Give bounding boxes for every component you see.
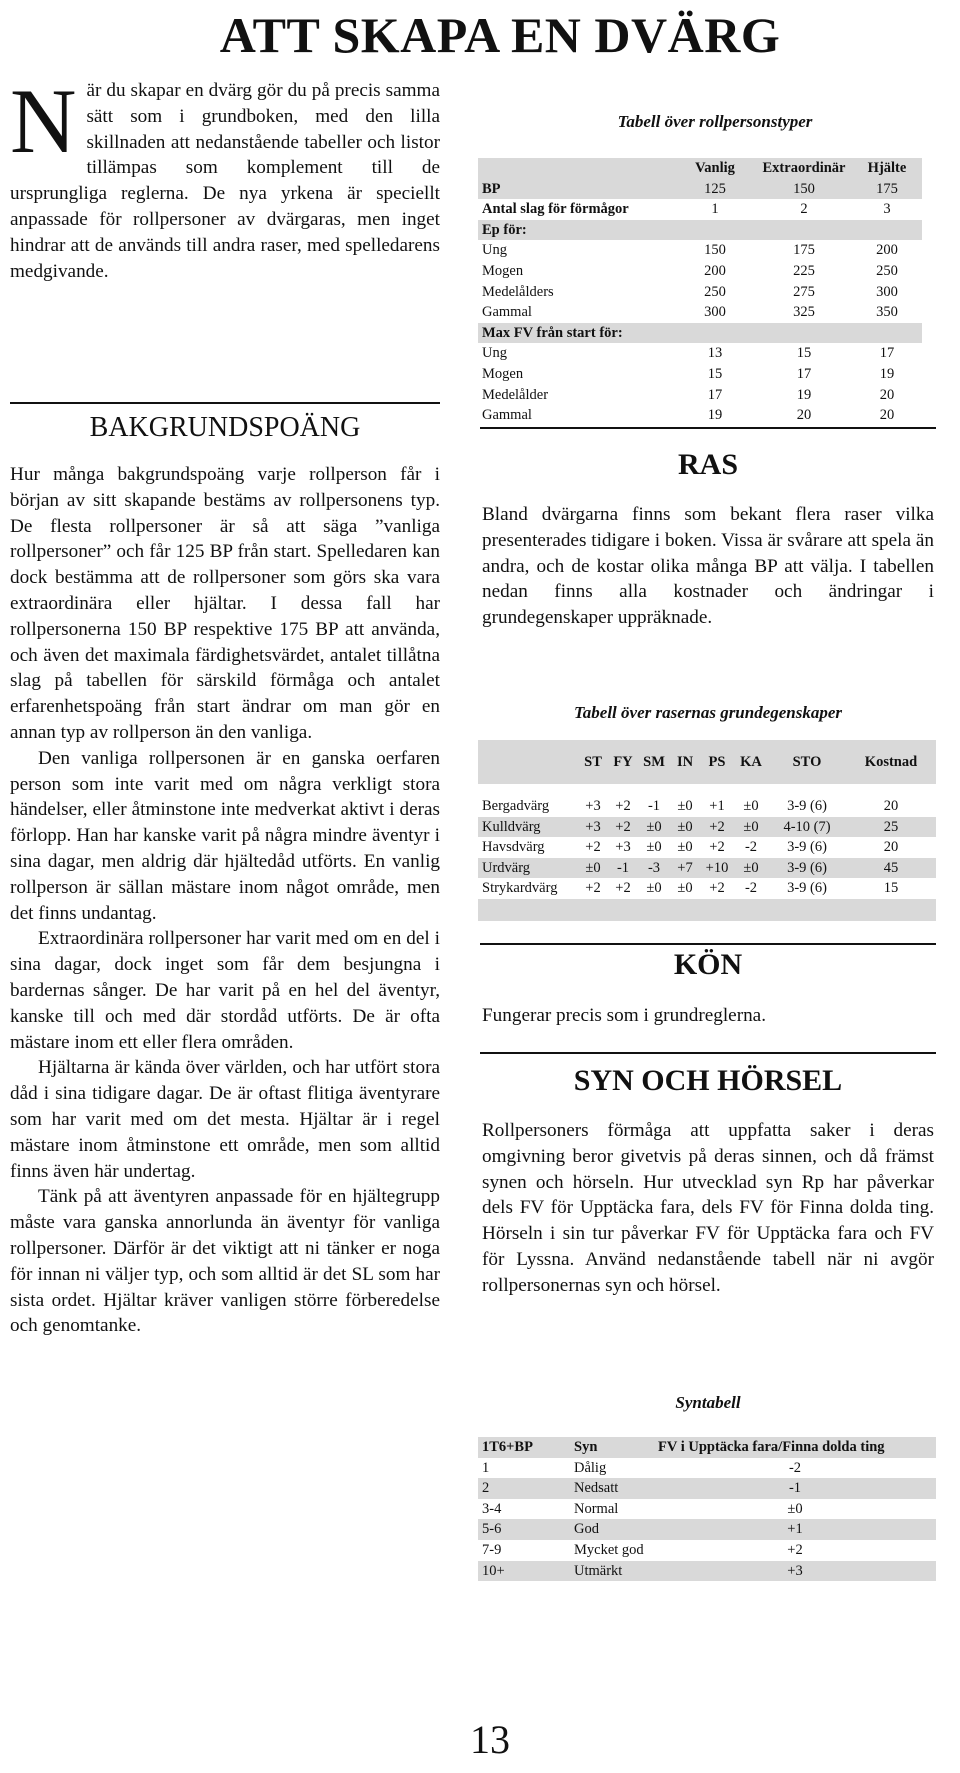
cell: +10 — [700, 858, 734, 879]
table-caption-rollpersonstyper: Tabell över rollpersonstyper — [617, 112, 813, 131]
paragraph: Hjältarna är kända över världen, och har utfört stora dåd i sina tidigare dagar. De är oftast flitiga äventyrare som har varit med om det mesta. Hjältar är i regel mästare inom åtminstone ett område, men som alltid finns även här undertag. — [10, 1057, 440, 1182]
header-cell: 1T6+BP — [478, 1437, 570, 1458]
cell — [852, 323, 922, 344]
cell: +2 — [709, 880, 725, 897]
kon-text: Fungerar precis som i grundreglerna. — [482, 1005, 766, 1026]
cell: 20 — [879, 407, 895, 424]
cell: -1 — [654, 1478, 936, 1499]
cell: ±0 — [638, 817, 670, 838]
table-row — [478, 261, 922, 282]
cell: +2 — [787, 1541, 803, 1558]
table-row — [478, 240, 922, 261]
cell: ±0 — [734, 817, 768, 838]
table-row — [478, 302, 922, 323]
table-caption-syntabell: Syntabell — [675, 1393, 741, 1412]
cell: 2 — [478, 1478, 570, 1499]
cell: +7 — [670, 858, 700, 879]
paragraph: Den vanliga rollpersonen är en ganska oerfaren person som inte varit med om några verkligt stora händelser, eller åtminstone inte medverkat aktivt i deras förlopp. Han har kanske varit på några mindre äventyr i sina dagar, men aldrig där hjältedåd utförts. En vanlig rollperson är sällan mästare inom något område, men det finns undantag. — [10, 747, 440, 924]
cell: 3-9 (6) — [787, 880, 827, 897]
cell: 17 — [796, 365, 812, 382]
cell: 5-6 — [478, 1519, 570, 1540]
header-cell: Extraordinär — [756, 158, 852, 179]
cell: +1 — [654, 1519, 936, 1540]
cell: 19 — [707, 407, 723, 424]
row-label: Ung — [482, 242, 507, 259]
cell: +1 — [709, 798, 725, 814]
header-cell: STO — [768, 740, 846, 784]
table-row — [478, 282, 922, 303]
row-label: Urdvärg — [478, 858, 578, 879]
cell: -2 — [744, 880, 758, 897]
cell: +2 — [585, 880, 601, 897]
table-caption-raser: Tabell över rasernas grundegenskaper — [573, 703, 843, 722]
table-row — [478, 817, 936, 838]
row-label: Ung — [482, 345, 507, 362]
cell: ±0 — [578, 858, 608, 879]
row-label: Ep för: — [478, 220, 674, 241]
table-raser — [478, 740, 936, 921]
row-label: Gammal — [482, 304, 532, 321]
cell: 7-9 — [482, 1541, 502, 1558]
section-rule — [480, 943, 936, 945]
cell: 3-9 (6) — [787, 839, 827, 856]
header-cell — [478, 158, 674, 179]
row-label: Bergadvärg — [482, 798, 550, 814]
table-row — [478, 179, 922, 200]
cell: 200 — [876, 242, 898, 259]
cell: -2 — [744, 839, 758, 856]
cell: ±0 — [677, 839, 693, 856]
table-row — [478, 878, 936, 899]
cell: 325 — [793, 304, 815, 321]
cell: 150 — [704, 242, 726, 259]
cell — [756, 220, 852, 241]
cell: ±0 — [677, 798, 693, 814]
table-row — [478, 1561, 936, 1582]
cell: 3-9 (6) — [768, 858, 846, 879]
cell: 3-9 (6) — [787, 798, 827, 814]
cell: 25 — [846, 817, 936, 838]
cell: -3 — [638, 858, 670, 879]
cell: 275 — [793, 283, 815, 300]
cell: ±0 — [677, 880, 693, 897]
table-header-row — [478, 1437, 936, 1458]
table-row — [478, 1478, 936, 1499]
cell: 150 — [756, 179, 852, 200]
table-row — [478, 1499, 936, 1520]
table-row — [478, 899, 936, 921]
section-heading-ras: RAS — [677, 448, 738, 481]
cell — [756, 323, 852, 344]
cell: ±0 — [646, 880, 662, 897]
header-cell: Syn — [570, 1437, 654, 1458]
section-heading-kon: KÖN — [673, 948, 743, 981]
page-title: ATT SKAPA EN DVÄRG — [219, 7, 781, 63]
header-cell: SM — [638, 740, 670, 784]
header-cell: KA — [734, 740, 768, 784]
row-label: Mogen — [482, 365, 524, 382]
table-row — [478, 364, 922, 385]
cell: 19 — [796, 386, 812, 403]
cell: 19 — [879, 365, 895, 382]
cell: 20 — [883, 798, 899, 814]
cell: +2 — [709, 839, 725, 856]
cell: 17 — [879, 345, 895, 362]
table-header-row — [478, 740, 936, 784]
cell: 17 — [707, 386, 723, 403]
section-heading-syn: SYN OCH HÖRSEL — [573, 1064, 843, 1097]
cell — [674, 220, 756, 241]
cell: -1 — [608, 858, 638, 879]
paragraph: Extraordinära rollpersoner har varit med om en del i sina dagar, dock inget som får dem besjungna i bardernas sånger. De har varit på en hel del äventyr, kanske till och med där stordåd utförts. De är ofta mästare inom ett eller flera områden. — [10, 928, 440, 1053]
table-row — [478, 343, 922, 364]
paragraph: Hur många bakgrundspoäng varje rollperson får i början av sitt skapande bestäms av rollpersonens typ. De flesta rollpersoner är så att säga ”vanliga rollpersoner” och får 125 BP från start. Spelledaren kan dock bestämma att de rollpersoner som görs ska vara extraordinära eller hjältar. I dessa fall har rollpersonerna 150 BP respektive 175 BP att använda, och även det maximala färdighetsvärdet, antalet tillåtna slag på tabellen för särskild förmåga och antalet erfarenhetspoäng från start ändrar om man gör en annan typ av rollperson än den vanliga. — [10, 464, 440, 743]
header-cell — [478, 740, 578, 784]
cell: 250 — [876, 262, 898, 279]
section-rule — [10, 402, 440, 404]
table-header-row — [478, 158, 922, 179]
row-label: Antal slag för förmågor — [482, 201, 629, 218]
cell: 175 — [852, 179, 922, 200]
cell: 20 — [796, 407, 812, 424]
table-row — [478, 405, 922, 426]
ras-text: Bland dvärgarna finns som bekant flera raser vilka presenterades tidigare i boken. Vissa är svårare att spela än andra, och de kostar olika många BP att välja. I tabellen nedan finns alla kostnader och ändringar i grundegenskaper uppräknade. — [482, 504, 934, 629]
cell: ±0 — [787, 1500, 803, 1517]
table-row — [478, 858, 936, 879]
row-label: Kulldvärg — [478, 817, 578, 838]
cell: 15 — [707, 365, 723, 382]
row-label: Medelålder — [482, 386, 549, 403]
row-label: BP — [478, 179, 674, 200]
cell: 300 — [876, 283, 898, 300]
cell: 225 — [793, 262, 815, 279]
cell: Mycket god — [574, 1541, 644, 1558]
table-row — [478, 199, 922, 220]
cell: 1 — [482, 1459, 490, 1476]
intro-text: är du skapar en dvärg gör du på precis samma sätt som i grundboken, med den lilla skillnaden att nedanstående tabeller och listor tillämpas som komplement till de ursprungliga reglerna. De nya yrkena är speciellt anpassade för rollpersoner av dvärgaras, men inget hindrar att de används till andra raser, med spelledarens medgivande. — [10, 80, 440, 282]
page-number: 13 — [470, 1717, 510, 1762]
cell: +3 — [578, 817, 608, 838]
header-cell: ST — [578, 740, 608, 784]
cell: Utmärkt — [570, 1561, 654, 1582]
cell: 4-10 (7) — [768, 817, 846, 838]
table-row — [478, 1458, 936, 1479]
row-label: Mogen — [482, 262, 524, 279]
section-rule — [480, 1052, 936, 1054]
cell: 3 — [883, 201, 891, 218]
cell: +2 — [585, 839, 601, 856]
cell: Nedsatt — [570, 1478, 654, 1499]
cell: 1 — [711, 201, 719, 218]
header-cell: Kostnad — [846, 740, 936, 784]
row-label: Medelålders — [482, 283, 554, 300]
cell: 20 — [879, 386, 895, 403]
cell: -2 — [788, 1459, 802, 1476]
table-syn — [478, 1437, 936, 1581]
cell: 2 — [800, 201, 808, 218]
cell: 15 — [796, 345, 812, 362]
cell: +3 — [654, 1561, 936, 1582]
cell: 45 — [846, 858, 936, 879]
section-heading-bakgrundspoang: BAKGRUNDSPOÄNG — [89, 412, 361, 443]
cell: 350 — [876, 304, 898, 321]
cell: 125 — [674, 179, 756, 200]
cell: 10+ — [478, 1561, 570, 1582]
table-row — [478, 385, 922, 406]
cell: 15 — [883, 880, 899, 897]
table-row — [478, 1519, 936, 1540]
table-row — [478, 837, 936, 858]
cell: +2 — [615, 798, 631, 814]
header-cell: Vanlig — [674, 158, 756, 179]
cell: 3-4 — [482, 1500, 502, 1517]
cell: +2 — [608, 817, 638, 838]
header-cell: Hjälte — [852, 158, 922, 179]
drop-cap: N — [10, 70, 77, 172]
intro-paragraph — [10, 70, 440, 284]
cell: 20 — [883, 839, 899, 856]
cell: +3 — [585, 798, 601, 814]
cell: 250 — [704, 283, 726, 300]
row-label: Havsdvärg — [482, 839, 545, 856]
paragraph: Tänk på att äventyren anpassade för en hjältegrupp måste vara ganska annorlunda än äventyr för vanliga rollpersoner. Därför är det viktigt att ni tänker er noga för innan ni väljer typ, och som alltid är det SL som har sista ordet. Hjältar kräver vanligen större förberedelse och genomtanke. — [10, 1186, 440, 1337]
cell: 175 — [793, 242, 815, 259]
table-row — [478, 796, 936, 817]
cell: ±0 — [670, 817, 700, 838]
cell: ±0 — [734, 858, 768, 879]
cell: +3 — [615, 839, 631, 856]
cell — [674, 323, 756, 344]
row-label: Max FV från start för: — [478, 323, 674, 344]
cell: +2 — [700, 817, 734, 838]
cell: +2 — [615, 880, 631, 897]
cell: -1 — [647, 798, 661, 814]
cell: ±0 — [743, 798, 759, 814]
table-row — [478, 220, 922, 241]
cell: Dålig — [574, 1459, 607, 1476]
cell: God — [570, 1519, 654, 1540]
row-label: Gammal — [482, 407, 532, 424]
table-rollpersonstyper — [478, 158, 922, 426]
section-rule — [480, 427, 936, 429]
cell: 300 — [704, 304, 726, 321]
cell: 13 — [707, 345, 723, 362]
table-row — [478, 1540, 936, 1561]
cell: Normal — [574, 1500, 619, 1517]
row-label: Strykardvärg — [482, 880, 558, 897]
table-row — [478, 323, 922, 344]
bakgrund-text — [10, 462, 440, 1339]
header-cell: IN — [670, 740, 700, 784]
cell: ±0 — [646, 839, 662, 856]
header-cell: FV i Upptäcka fara/Finna dolda ting — [654, 1437, 936, 1458]
cell: 200 — [704, 262, 726, 279]
cell — [852, 220, 922, 241]
header-cell: PS — [700, 740, 734, 784]
header-cell: FY — [608, 740, 638, 784]
syn-text: Rollpersoners förmåga att uppfatta saker i deras omgivning beror givetvis på deras sinnen, och då främst synen och hörseln. Hur utvecklad syn Rp har påverkar dels FV för Upptäcka fara, dels FV för Finna dolda ting. Hörseln i sin tur påverkar FV för Upptäcka fara och FV för Lyssna. Använd nedanstående tabell när ni avgör rollpersonernas syn och hörsel. — [482, 1120, 934, 1296]
